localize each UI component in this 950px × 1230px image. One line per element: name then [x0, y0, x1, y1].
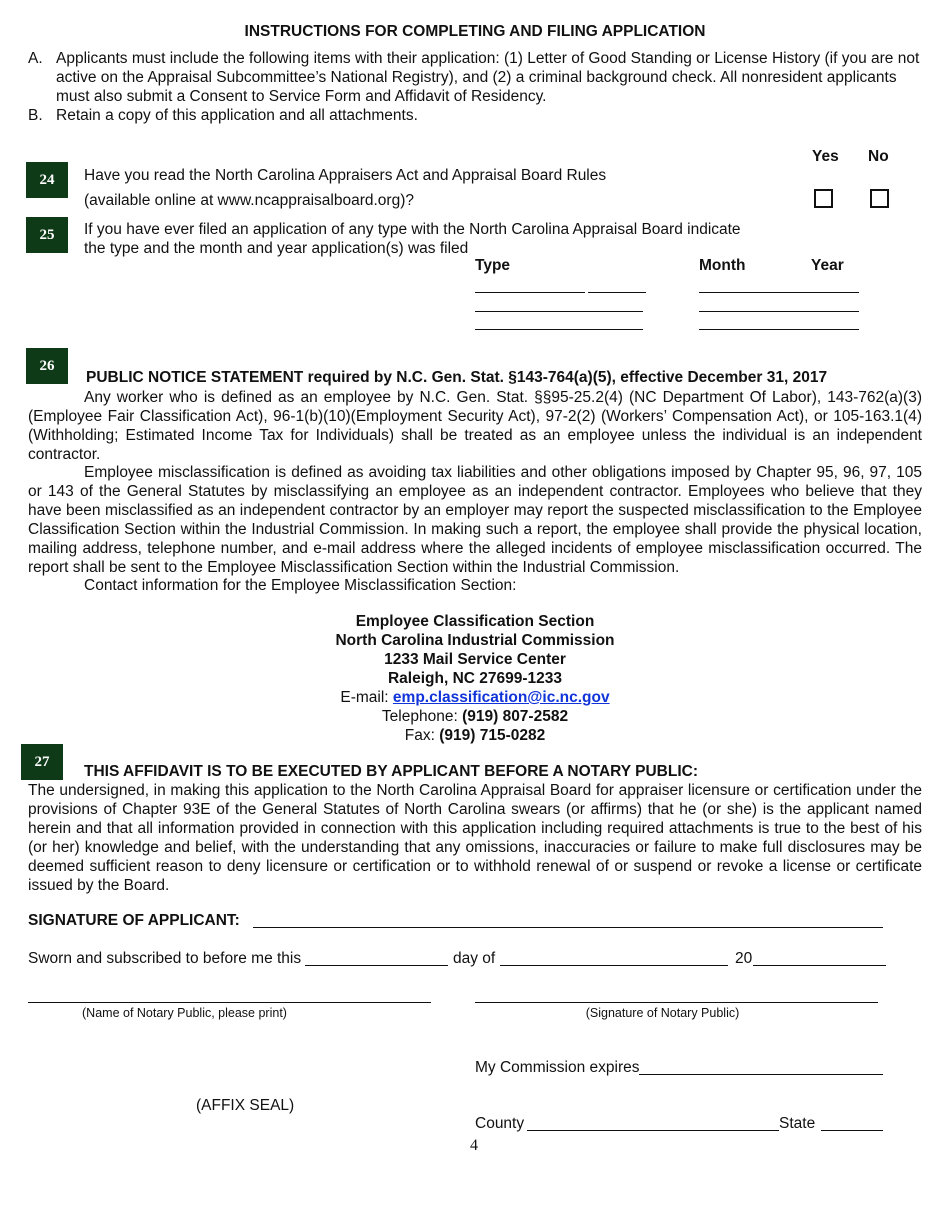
question-27-badge: 27 [21, 744, 63, 780]
question-24-text-line2: (available online at www.ncappraisalboard.org)? [84, 192, 414, 209]
phone-label: Telephone: [381, 708, 463, 725]
county-field[interactable] [527, 1130, 779, 1131]
affidavit-body: The undersigned, in making this application to the North Carolina Appraisal Board for appraiser licensure or certification under the provisions of Chapter 93E of the General Statutes of North Carolina swears (or affirms) that he (or she) is the applicant named herein and that all information provided in connection with this application including required attachments is true to the best of his (or her) knowledge and belief, with the understanding that any omissions, inaccuracies or failure to make full disclosures may be deemed sufficient reason to deny licensure or certification or to withhold renewal of or suspend or revoke a license or certificate issued by the Board. [28, 782, 922, 894]
applicant-signature-label: SIGNATURE OF APPLICANT: [28, 912, 240, 929]
sworn-month-field[interactable] [500, 965, 728, 966]
day-of-label: day of [453, 950, 496, 967]
email-label: E-mail: [340, 689, 393, 706]
public-notice-heading: PUBLIC NOTICE STATEMENT required by N.C. Gen. Stat. §143-764(a)(5), effective December 31, 2017 [86, 369, 828, 386]
contact-line-2: North Carolina Industrial Commission [335, 632, 615, 649]
contact-phone-line [0, 707, 950, 726]
notary-signature-caption: (Signature of Notary Public) [585, 1006, 740, 1020]
year-prefix-label: 20 [735, 950, 753, 967]
month-column-label: Month [699, 257, 746, 274]
fax-value: (919) 715-0282 [439, 727, 546, 744]
instruction-a [28, 49, 923, 106]
contact-fax-line [0, 726, 950, 745]
state-label: State [779, 1115, 816, 1132]
instruction-b [28, 106, 923, 125]
commission-expires-label: My Commission expires [475, 1059, 640, 1076]
contact-email-line [0, 688, 950, 707]
no-column-label: No [868, 148, 889, 165]
phone-value: (919) 807-2582 [462, 708, 569, 725]
notary-name-field[interactable] [28, 1002, 431, 1003]
notary-name-caption: (Name of Notary Public, please print) [82, 1006, 287, 1020]
type-field-2[interactable] [475, 311, 643, 312]
contact-line-4: Raleigh, NC 27699-1233 [387, 670, 563, 687]
question-24-no-checkbox[interactable] [870, 189, 889, 208]
instruction-text: Retain a copy of this application and all attachments. [56, 107, 418, 124]
month-year-field-1[interactable] [699, 292, 859, 293]
page-title: INSTRUCTIONS FOR COMPLETING AND FILING APPLICATION [244, 23, 706, 40]
county-label: County [475, 1115, 525, 1132]
page-number: 4 [470, 1137, 478, 1154]
question-24-badge: 24 [26, 162, 68, 198]
month-year-field-2[interactable] [699, 311, 859, 312]
commission-expires-field[interactable] [639, 1074, 883, 1075]
instruction-text: Applicants must include the following items with their application: (1) Letter of Good Standing or License History (if you are not active on the Appraisal Subcommittee’s National Registry), and (2) a criminal background check. All nonresident applicants must also submit a Consent to Service Form and Affidavit of Residency. [56, 50, 920, 105]
sworn-day-field[interactable] [305, 965, 448, 966]
instruction-label: A. [28, 50, 43, 67]
applicant-signature-field[interactable] [253, 927, 883, 928]
question-24-text-line1: Have you read the North Carolina Appraisers Act and Appraisal Board Rules [84, 167, 607, 184]
contact-line-3: 1233 Mail Service Center [384, 651, 566, 668]
fax-label: Fax: [404, 727, 440, 744]
type-field-1a[interactable] [475, 292, 585, 293]
notary-signature-field[interactable] [475, 1002, 878, 1003]
yes-column-label: Yes [812, 148, 839, 165]
public-notice-paragraph-3: Contact information for the Employee Misclassification Section: [84, 577, 517, 594]
state-field[interactable] [821, 1130, 883, 1131]
contact-line-1: Employee Classification Section [355, 613, 595, 630]
affidavit-heading: THIS AFFIDAVIT IS TO BE EXECUTED BY APPLICANT BEFORE A NOTARY PUBLIC: [84, 763, 699, 780]
public-notice-paragraph-1: Any worker who is defined as an employee by N.C. Gen. Stat. §§95-25.2(4) (NC Department Of Labor), 143-762(a)(3) (Employee Fair Classification Act), 96-1(b)(10)(Employment Security Act), 97-2(2) (Workers’ Compensation Act), or 105-163.1(4) (Withholding; Estimated Income Tax for Individuals) shall be treated as an employee unless the individual is an independent contractor. [28, 389, 922, 463]
public-notice-paragraph-2: Employee misclassification is defined as avoiding tax liabilities and other obligations imposed by Chapter 95, 96, 97, 105 or 143 of the General Statutes by misclassifying an employee as an independent contractor. Employees who believe that they have been misclassified as an independent contractor by an employer may report the suspected misclassification to the Employee Classification Section within the Industrial Commission. In making such a report, the employee shall provide the physical location, mailing address, telephone number, and e-mail address where the alleged incidents of employee misclassification occurred. The report shall be sent to the Employee Misclassification Section within the Industrial Commission. [28, 464, 922, 576]
question-25-badge: 25 [26, 217, 68, 253]
type-field-3[interactable] [475, 329, 643, 330]
question-26-badge: 26 [26, 348, 68, 384]
instruction-label: B. [28, 107, 43, 124]
year-column-label: Year [811, 257, 844, 274]
question-24-yes-checkbox[interactable] [814, 189, 833, 208]
type-field-1b[interactable] [588, 292, 646, 293]
month-year-field-3[interactable] [699, 329, 859, 330]
question-25-text: If you have ever filed an application of any type with the North Carolina Appraisal Board indicate the type and the month and year application(s) was filed [84, 221, 741, 257]
email-link[interactable]: emp.classification@ic.nc.gov [392, 689, 610, 706]
affix-seal-label: (AFFIX SEAL) [196, 1097, 295, 1114]
type-column-label: Type [475, 257, 511, 274]
sworn-year-field[interactable] [753, 965, 886, 966]
sworn-label: Sworn and subscribed to before me this [28, 950, 302, 967]
